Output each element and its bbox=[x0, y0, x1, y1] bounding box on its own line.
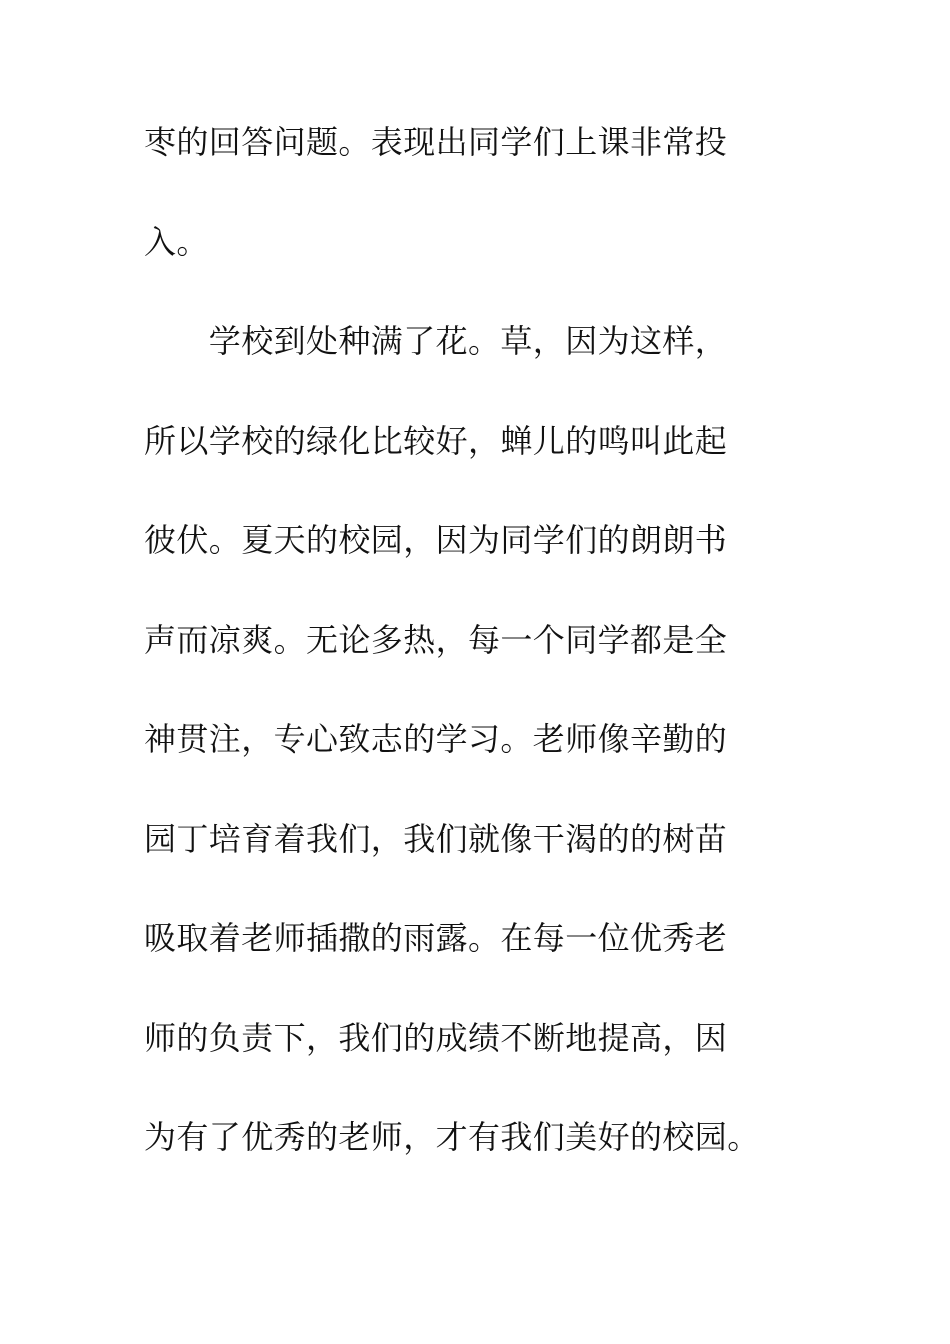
text-line: 为有了优秀的老师，才有我们美好的校园。 bbox=[144, 1118, 760, 1156]
text-line: 入。 bbox=[144, 222, 209, 261]
text-line: 枣的回答问题。表现出同学们上课非常投 bbox=[144, 123, 728, 161]
text-line: 园丁培育着我们，我们就像干渴的的树苗 bbox=[144, 819, 728, 858]
text-line: 所以学校的绿化比较好，蝉儿的鸣叫此起 bbox=[144, 421, 728, 460]
text-line: 学校到处种满了花。草，因为这样， bbox=[144, 322, 728, 360]
text-line: 彼伏。夏天的校园，因为同学们的朗朗书 bbox=[144, 521, 728, 559]
text-line: 声而凉爽。无论多热，每一个同学都是全 bbox=[144, 620, 728, 659]
body-text bbox=[144, 123, 824, 1221]
text-line: 师的负责下，我们的成绩不断地提高，因 bbox=[144, 1018, 728, 1057]
text-line: 神贯注，专心致志的学习。老师像辛勤的 bbox=[144, 720, 728, 758]
text-line: 吸取着老师插撒的雨露。在每一位优秀老 bbox=[144, 919, 728, 957]
